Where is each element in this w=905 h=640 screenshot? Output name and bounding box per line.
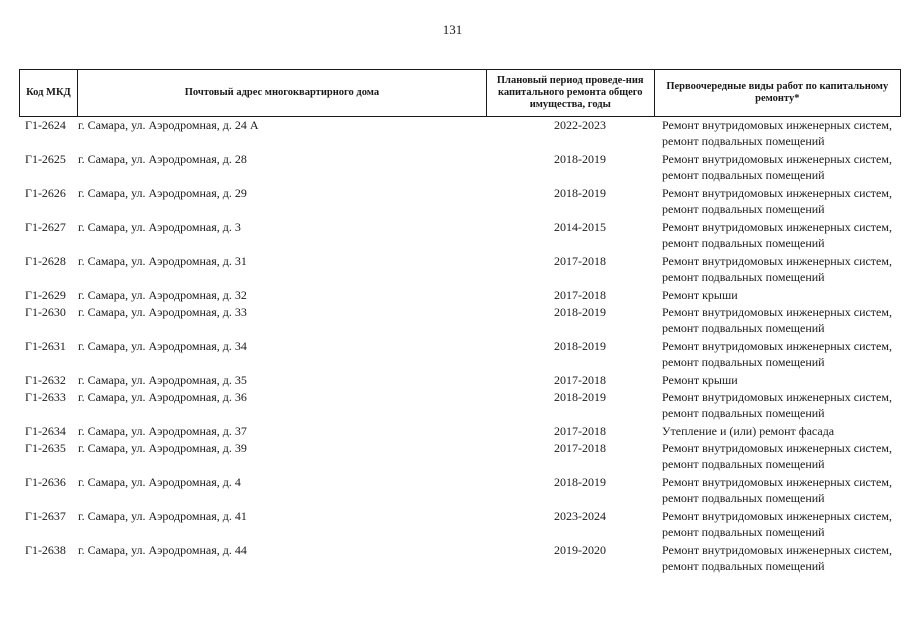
cell-period: 2017-2018 <box>554 441 606 455</box>
cell-works <box>654 151 901 183</box>
header-period: Плановый период проведе-ния капитального ремонта общего имущества, годы <box>486 70 654 116</box>
table-row <box>19 304 901 338</box>
cell-code: Г1-2627 <box>25 220 66 234</box>
header-address: Почтовый адрес многоквартирного дома <box>77 70 486 116</box>
works-line: ремонт подвальных помещений <box>662 270 825 284</box>
cell-period: 2018-2019 <box>554 305 606 319</box>
cell-works <box>654 117 901 149</box>
works-line: ремонт подвальных помещений <box>662 525 825 539</box>
cell-address: г. Самара, ул. Аэродромная, д. 4 <box>78 475 241 489</box>
cell-address: г. Самара, ул. Аэродромная, д. 3 <box>78 220 241 234</box>
table-row <box>19 338 901 372</box>
cell-period: 2017-2018 <box>554 424 606 438</box>
works-line: Ремонт внутридомовых инженерных систем, <box>662 509 892 523</box>
works-line: Утепление и (или) ремонт фасада <box>662 424 835 438</box>
table-row <box>19 185 901 219</box>
header-code: Код МКД <box>26 87 71 98</box>
cell-works <box>654 440 901 472</box>
cell-works <box>654 372 901 388</box>
cell-code: Г1-2631 <box>25 339 66 353</box>
table-row <box>19 372 901 389</box>
works-line: ремонт подвальных помещений <box>662 491 825 505</box>
cell-period: 2019-2020 <box>554 543 606 557</box>
works-line: ремонт подвальных помещений <box>662 559 825 573</box>
table-row <box>19 508 901 542</box>
cell-period: 2017-2018 <box>554 288 606 302</box>
works-line: Ремонт внутридомовых инженерных систем, <box>662 441 892 455</box>
table-row <box>19 474 901 508</box>
cell-period: 2018-2019 <box>554 390 606 404</box>
cell-period: 2018-2019 <box>554 475 606 489</box>
cell-code: Г1-2625 <box>25 152 66 166</box>
works-line: Ремонт внутридомовых инженерных систем, <box>662 220 892 234</box>
cell-works <box>654 389 901 421</box>
table-body <box>19 117 901 576</box>
cell-period: 2018-2019 <box>554 152 606 166</box>
cell-address: г. Самара, ул. Аэродромная, д. 32 <box>78 288 247 302</box>
table-row <box>19 542 901 576</box>
table-row <box>19 389 901 423</box>
cell-works <box>654 542 901 574</box>
works-line: Ремонт внутридомовых инженерных систем, <box>662 186 892 200</box>
cell-period: 2023-2024 <box>554 509 606 523</box>
works-line: ремонт подвальных помещений <box>662 406 825 420</box>
works-line: Ремонт внутридомовых инженерных систем, <box>662 339 892 353</box>
works-line: ремонт подвальных помещений <box>662 321 825 335</box>
table-row <box>19 219 901 253</box>
cell-code: Г1-2626 <box>25 186 66 200</box>
table-row <box>19 151 901 185</box>
cell-code: Г1-2629 <box>25 288 66 302</box>
cell-works <box>654 304 901 336</box>
works-line: ремонт подвальных помещений <box>662 134 825 148</box>
cell-period: 2018-2019 <box>554 186 606 200</box>
cell-address: г. Самара, ул. Аэродромная, д. 44 <box>78 543 247 557</box>
cell-works <box>654 338 901 370</box>
works-line: Ремонт крыши <box>662 373 738 387</box>
cell-code: Г1-2635 <box>25 441 66 455</box>
cell-works <box>654 474 901 506</box>
works-line: ремонт подвальных помещений <box>662 202 825 216</box>
cell-code: Г1-2630 <box>25 305 66 319</box>
cell-code: Г1-2636 <box>25 475 66 489</box>
works-line: ремонт подвальных помещений <box>662 457 825 471</box>
cell-period: 2017-2018 <box>554 254 606 268</box>
cell-address: г. Самара, ул. Аэродромная, д. 39 <box>78 441 247 455</box>
table-row <box>19 287 901 304</box>
table-row <box>19 253 901 287</box>
cell-code: Г1-2624 <box>25 118 66 132</box>
works-line: Ремонт внутридомовых инженерных систем, <box>662 475 892 489</box>
cell-code: Г1-2634 <box>25 424 66 438</box>
cell-code: Г1-2633 <box>25 390 66 404</box>
cell-address: г. Самара, ул. Аэродромная, д. 36 <box>78 390 247 404</box>
works-line: ремонт подвальных помещений <box>662 355 825 369</box>
works-line: Ремонт внутридомовых инженерных систем, <box>662 390 892 404</box>
cell-address: г. Самара, ул. Аэродромная, д. 28 <box>78 152 247 166</box>
header-works: Первоочередные виды работ по капитальному ремонту* <box>654 70 900 116</box>
table-row <box>19 440 901 474</box>
cell-address: г. Самара, ул. Аэродромная, д. 34 <box>78 339 247 353</box>
cell-works <box>654 423 901 439</box>
cell-address: г. Самара, ул. Аэродромная, д. 31 <box>78 254 247 268</box>
cell-works <box>654 253 901 285</box>
works-line: Ремонт внутридомовых инженерных систем, <box>662 543 892 557</box>
page-number: 131 <box>442 22 463 37</box>
cell-address: г. Самара, ул. Аэродромная, д. 37 <box>78 424 247 438</box>
cell-period: 2018-2019 <box>554 339 606 353</box>
works-line: Ремонт внутридомовых инженерных систем, <box>662 305 892 319</box>
cell-works <box>654 219 901 251</box>
works-line: Ремонт внутридомовых инженерных систем, <box>662 118 892 132</box>
cell-address: г. Самара, ул. Аэродромная, д. 33 <box>78 305 247 319</box>
cell-address: г. Самара, ул. Аэродромная, д. 35 <box>78 373 247 387</box>
repair-schedule-table <box>19 69 901 576</box>
works-line: Ремонт внутридомовых инженерных систем, <box>662 254 892 268</box>
cell-works <box>654 508 901 540</box>
cell-address: г. Самара, ул. Аэродромная, д. 41 <box>78 509 247 523</box>
cell-period: 2017-2018 <box>554 373 606 387</box>
works-line: Ремонт внутридомовых инженерных систем, <box>662 152 892 166</box>
cell-works <box>654 185 901 217</box>
cell-address: г. Самара, ул. Аэродромная, д. 24 А <box>78 118 259 132</box>
works-line: ремонт подвальных помещений <box>662 168 825 182</box>
works-line: ремонт подвальных помещений <box>662 236 825 250</box>
cell-code: Г1-2632 <box>25 373 66 387</box>
table-header <box>19 69 901 117</box>
table-row <box>19 423 901 440</box>
cell-address: г. Самара, ул. Аэродромная, д. 29 <box>78 186 247 200</box>
cell-period: 2014-2015 <box>554 220 606 234</box>
works-line: Ремонт крыши <box>662 288 738 302</box>
cell-works <box>654 287 901 303</box>
table-row <box>19 117 901 151</box>
cell-code: Г1-2638 <box>25 543 66 557</box>
cell-code: Г1-2628 <box>25 254 66 268</box>
cell-code: Г1-2637 <box>25 509 66 523</box>
cell-period: 2022-2023 <box>554 118 606 132</box>
